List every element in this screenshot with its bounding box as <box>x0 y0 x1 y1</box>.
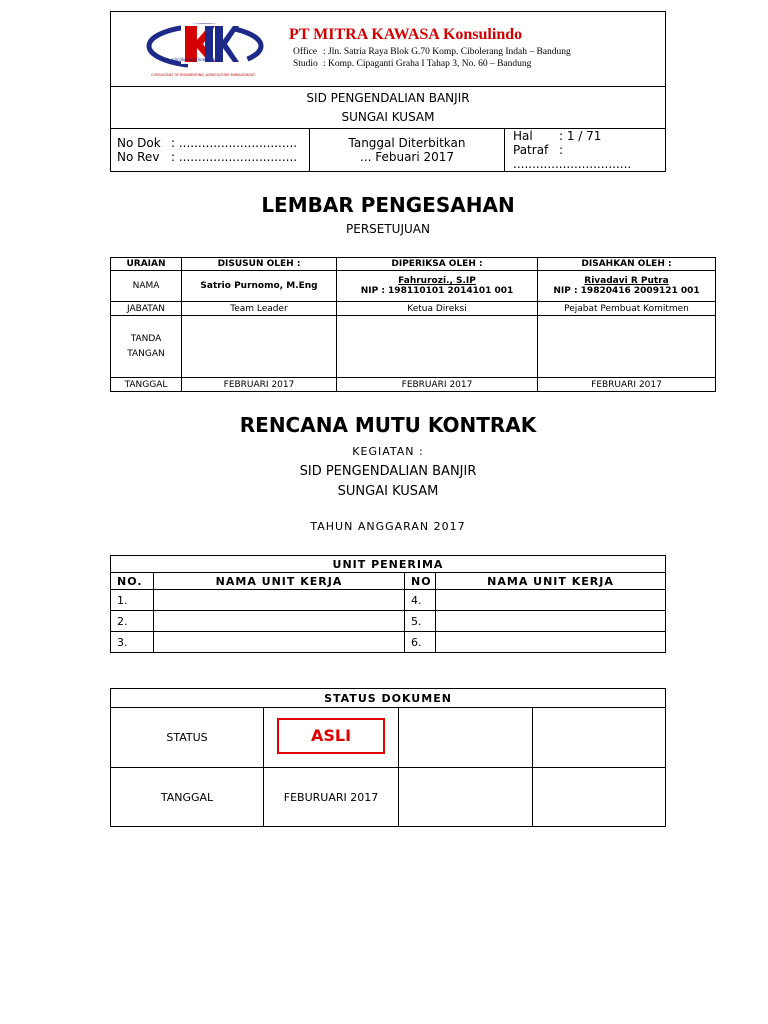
table-row <box>111 632 666 653</box>
asli-stamp: ASLI <box>277 718 385 754</box>
hal-value: : 1 / 71 <box>559 129 602 143</box>
quality-plan-title: RENCANA MUTU KONTRAK <box>239 413 537 437</box>
unit-table-title: UNIT PENERIMA <box>111 556 666 573</box>
tangan-label: TANGAN <box>127 348 165 359</box>
tanggal-disusun: FEBRUARI 2017 <box>182 378 337 392</box>
kegiatan-name <box>0 462 768 502</box>
approval-header-disusun: DISUSUN OLEH : <box>182 258 337 271</box>
unit-no-right: 4. <box>405 590 436 611</box>
unit-no-left: 1. <box>111 590 154 611</box>
status-empty-cell <box>399 708 533 768</box>
fiscal-year: TAHUN ANGGARAN 2017 <box>310 520 466 533</box>
unit-name-right <box>436 590 666 611</box>
tanggal-disahkan: FEBRUARI 2017 <box>538 378 716 392</box>
document-status-table <box>110 688 666 827</box>
disahkan-nip: NIP : 19820416 2009121 001 <box>553 286 700 296</box>
table-row <box>111 611 666 632</box>
status-empty-cell <box>533 768 666 827</box>
document-header <box>110 11 666 172</box>
kegiatan-line1: SID PENGENDALIAN BANJIR <box>299 464 477 479</box>
diperiksa-nama: Fahrurozi., S.IP <box>398 276 476 286</box>
approval-subtitle: PERSETUJUAN <box>346 222 430 236</box>
address-block <box>293 46 571 70</box>
office-label: Office <box>293 47 318 57</box>
studio-label: Studio <box>293 59 318 69</box>
disahkan-nama: Rivadavi R Putra <box>584 276 669 286</box>
status-table-title: STATUS DOKUMEN <box>111 689 666 708</box>
unit-no-right: 5. <box>405 611 436 632</box>
recipient-unit-table <box>110 555 666 653</box>
unit-col-no-right: NO <box>405 573 436 590</box>
signature-disusun <box>182 316 337 378</box>
hal-label: Hal <box>513 129 533 143</box>
doc-number-cell <box>111 129 310 172</box>
no-dok-label: No Dok <box>117 136 161 150</box>
patraf-label: Patraf <box>513 143 549 157</box>
jabatan-disusun: Team Leader <box>182 302 337 316</box>
tanggal-diperiksa: FEBRUARI 2017 <box>337 378 538 392</box>
signature-diperiksa <box>337 316 538 378</box>
disusun-nama: Satrio Purnomo, M.Eng <box>182 271 337 302</box>
logo-text: mitrakawasa konsulindo <box>171 58 221 63</box>
unit-no-left: 3. <box>111 632 154 653</box>
kegiatan-line2: SUNGAI KUSAM <box>337 484 439 499</box>
unit-name-right <box>436 611 666 632</box>
unit-name-left <box>154 611 405 632</box>
diperiksa-cell <box>337 271 538 302</box>
diperiksa-nip: NIP : 198110101 2014101 001 <box>360 286 514 296</box>
company-name: PT MITRA KAWASA Konsulindo <box>289 26 523 43</box>
jabatan-label: JABATAN <box>111 302 182 316</box>
project-title-line1: SID PENGENDALIAN BANJIR <box>306 90 470 105</box>
project-title <box>111 87 666 129</box>
status-empty-cell <box>533 708 666 768</box>
unit-no-left: 2. <box>111 611 154 632</box>
unit-name-left <box>154 632 405 653</box>
issue-date-value: ... Febuari 2017 <box>359 150 455 164</box>
status-date-label: TANGGAL <box>111 768 264 827</box>
studio-address: : Komp. Cipaganti Graha I Tahap 3, No. 60 – Bandung <box>323 59 532 69</box>
unit-col-name-left: NAMA UNIT KERJA <box>154 573 405 590</box>
unit-col-name-right: NAMA UNIT KERJA <box>436 573 666 590</box>
approval-sheet-title: LEMBAR PENGESAHAN <box>261 193 515 217</box>
approval-header-diperiksa: DIPERIKSA OLEH : <box>337 258 538 271</box>
status-value-cell <box>264 708 399 768</box>
jabatan-diperiksa: Ketua Direksi <box>337 302 538 316</box>
jabatan-disahkan: Pejabat Pembuat Komitmen <box>538 302 716 316</box>
tanggal-label: TANGGAL <box>111 378 182 392</box>
tanda-label: TANDA <box>130 333 162 344</box>
kegiatan-label: KEGIATAN : <box>352 445 424 458</box>
unit-name-right <box>436 632 666 653</box>
unit-no-right: 6. <box>405 632 436 653</box>
status-date-value: FEBURUARI 2017 <box>264 768 399 827</box>
approval-table <box>110 257 716 392</box>
company-block <box>111 12 666 87</box>
status-label: STATUS <box>111 708 264 768</box>
patraf-value: : ............................... <box>513 143 632 171</box>
issue-date-label: Tanggal Diterbitkan <box>348 136 466 150</box>
page-info-cell <box>505 129 666 172</box>
no-rev-label: No Rev <box>117 150 160 164</box>
logo-subtitle: CONSULTANT OF ENGINEERING, AGRICULTURE MANAGEMENT <box>151 73 256 77</box>
signature-disahkan <box>538 316 716 378</box>
issue-date-cell <box>310 129 505 172</box>
tanda-tangan-label <box>111 316 182 378</box>
status-empty-cell <box>399 768 533 827</box>
unit-name-left <box>154 590 405 611</box>
nama-label: NAMA <box>111 271 182 302</box>
approval-header-uraian: URAIAN <box>111 258 182 271</box>
office-address: : Jln. Satria Raya Blok G.70 Komp. Cibolerang Indah – Bandung <box>323 47 571 57</box>
disahkan-cell <box>538 271 716 302</box>
table-row <box>111 590 666 611</box>
no-dok-value: : ............................... <box>171 136 298 150</box>
project-title-line2: SUNGAI KUSAM <box>341 109 435 124</box>
unit-col-no-left: NO. <box>111 573 154 590</box>
approval-header-disahkan: DISAHKAN OLEH : <box>538 258 716 271</box>
no-rev-value: : ............................... <box>171 150 298 164</box>
